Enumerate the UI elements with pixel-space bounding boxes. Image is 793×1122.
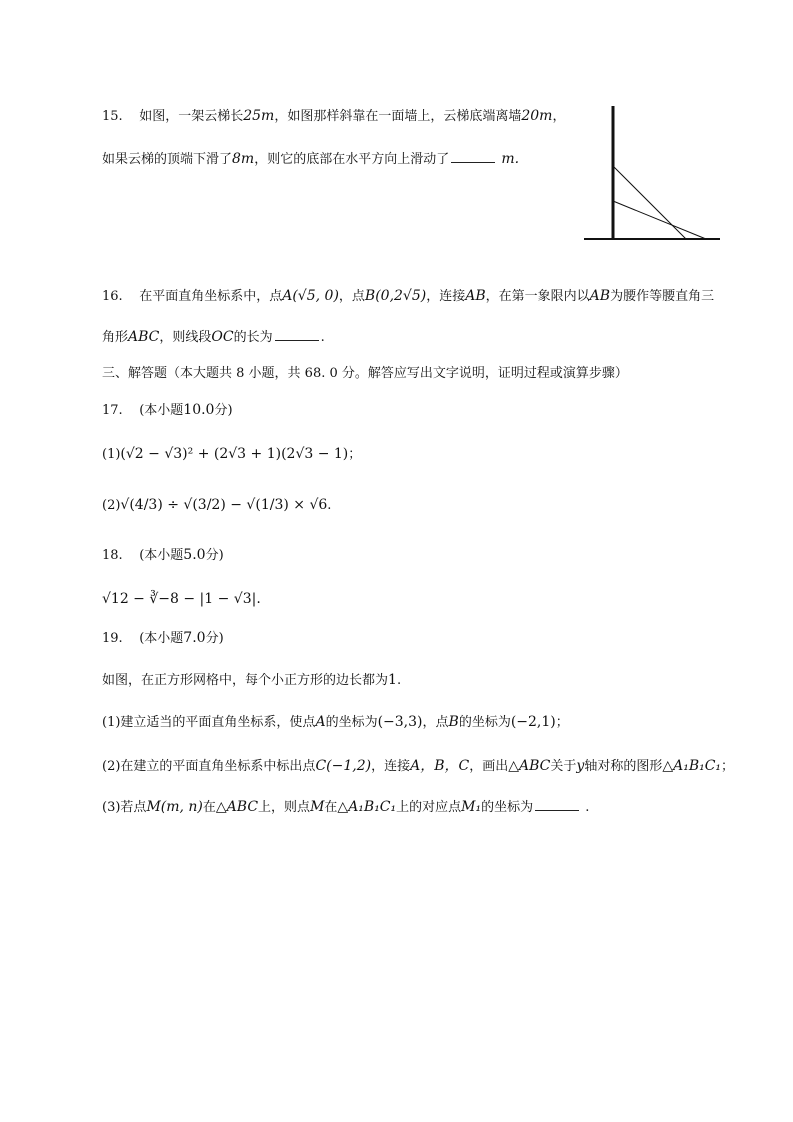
q16-ab-2: AB xyxy=(589,288,611,304)
q19-p1-b-coord: (−2,1) xyxy=(510,714,556,730)
q17-header xyxy=(102,400,233,421)
q15-number: 15. xyxy=(102,109,123,124)
q19-intro xyxy=(102,670,401,691)
q19-p3-text-g: . xyxy=(585,800,590,815)
q19-p3-point-m1: M₁ xyxy=(461,799,482,815)
q17-p1-expression: (√2 − √3)² + (2√3 + 1)(2√3 − 1) xyxy=(120,446,349,462)
q15-text-2: ，如图那样斜靠在一面墙上，云梯底端离墙 xyxy=(274,109,522,124)
q19-answer-blank[interactable] xyxy=(535,800,579,811)
q15-text-5: ，则它的底部在水平方向上滑动了 xyxy=(254,152,450,167)
ladder-figure xyxy=(582,104,722,244)
q19-p2-triangle-1: △A₁B₁C₁ xyxy=(662,758,722,774)
q16-oc: OC xyxy=(211,329,234,345)
q19-p3-point-m2: M xyxy=(310,799,325,815)
q16-line-1 xyxy=(102,286,714,307)
q16-text-8: 的长为 xyxy=(233,330,273,345)
q19-p2-points: A，B，C xyxy=(410,758,470,774)
q16-point-a: A(√5, 0) xyxy=(282,288,339,304)
q19-p3-label: (3) xyxy=(102,800,121,815)
q15-distance: 20m xyxy=(521,108,553,124)
q17-p1-label: (1) xyxy=(102,447,121,462)
q19-p1-text-e: ； xyxy=(555,715,569,730)
q19-header xyxy=(102,628,224,649)
q18-score-label: (本小题 xyxy=(139,548,184,563)
q19-p2-triangle: △ABC xyxy=(508,758,551,774)
q15-unit: m. xyxy=(501,151,520,167)
q19-p3-text-c: 上，则点 xyxy=(258,800,311,815)
q15-text-4: 如果云梯的顶端下滑了 xyxy=(102,152,233,167)
q19-p2-text-a: 在建立的平面直角坐标系中标出点 xyxy=(120,759,316,774)
q19-p1-text-a: 建立适当的平面直角坐标系，使点 xyxy=(120,715,316,730)
q16-text-9: . xyxy=(320,330,325,345)
q19-p2-text-c: ，画出 xyxy=(469,759,509,774)
q19-p3-triangle-1: △A₁B₁C₁ xyxy=(337,799,397,815)
q15-text-1: 如图，一架云梯长 xyxy=(139,109,244,124)
q19-p3-point-m: M(m, n) xyxy=(146,799,203,815)
q18-header xyxy=(102,545,224,566)
q16-text-5: 为腰作等腰直角三 xyxy=(610,289,715,304)
q18-expr: √12 − ∛−8 − |1 − √3|. xyxy=(102,591,261,607)
q19-p2-y-axis: y xyxy=(576,758,585,774)
q18-expression xyxy=(102,589,261,610)
q17-number: 17. xyxy=(102,403,123,418)
section-3-title: 三、解答题（本大题共 8 小题，共 68. 0 分。解答应写出文字说明，证明过程或演算步骤） xyxy=(102,366,628,381)
q19-p3-text-e: 上的对应点 xyxy=(396,800,462,815)
q19-part-2 xyxy=(102,756,734,777)
q19-p3-text-f: 的坐标为 xyxy=(481,800,534,815)
q19-p2-point-c: C(−1,2) xyxy=(315,758,372,774)
q19-p3-text-d: 在 xyxy=(324,800,338,815)
q15-line-1 xyxy=(102,106,565,127)
q16-answer-blank[interactable] xyxy=(275,330,319,341)
q19-score-value: 7.0 xyxy=(183,630,206,646)
q17-part-1 xyxy=(102,444,361,465)
q16-text-6: 角形 xyxy=(102,330,129,345)
q19-p1-label: (1) xyxy=(102,715,121,730)
q19-part-3 xyxy=(102,797,589,818)
q17-part-2 xyxy=(102,495,331,516)
q19-p3-text-b: 在 xyxy=(202,800,216,815)
q19-intro-dot: . xyxy=(396,673,402,688)
q19-p2-label: (2) xyxy=(102,759,121,774)
q17-score-value: 10.0 xyxy=(183,402,215,418)
q19-p1-point-b: B xyxy=(448,714,459,730)
q19-p2-text-f: ； xyxy=(721,759,735,774)
q17-p2-expression: √(4/3) ÷ √(3/2) − √(1/3) × √6 xyxy=(120,497,328,513)
q17-score-end: 分) xyxy=(214,403,233,418)
q16-text-1: 在平面直角坐标系中，点 xyxy=(139,289,283,304)
q19-part-1 xyxy=(102,712,569,733)
q16-text-2: ，点 xyxy=(338,289,365,304)
q16-text-7: ，则线段 xyxy=(159,330,212,345)
q18-number: 18. xyxy=(102,548,123,563)
q15-ladder-length: 25m xyxy=(243,108,275,124)
q17-p2-label: (2) xyxy=(102,498,121,513)
q15-text-3: ， xyxy=(552,109,566,124)
q19-p1-text-b: 的坐标为 xyxy=(325,715,378,730)
q18-score-end: 分) xyxy=(205,548,224,563)
q19-p1-a-coord: (−3,3) xyxy=(377,714,423,730)
q19-p1-point-a: A xyxy=(315,714,326,730)
q19-p3-text-a: 若点 xyxy=(120,800,147,815)
q17-p1-end: ； xyxy=(348,447,362,462)
ladder-after xyxy=(613,201,706,239)
q16-line-2 xyxy=(102,327,325,348)
q19-intro-text: 如图，在正方形网格中，每个小正方形的边长都为 xyxy=(102,673,389,688)
q19-p1-text-c: ，点 xyxy=(422,715,449,730)
q17-score-label: (本小题 xyxy=(139,403,184,418)
q19-score-end: 分) xyxy=(205,631,224,646)
q16-ab-1: AB xyxy=(465,288,486,304)
q16-point-b: B(0,2√5) xyxy=(364,288,427,304)
q18-score-value: 5.0 xyxy=(183,547,206,563)
q15-line-2 xyxy=(102,149,519,170)
q19-number: 19. xyxy=(102,631,123,646)
q19-p2-text-e: 轴对称的图形 xyxy=(584,759,663,774)
q19-p3-triangle: △ABC xyxy=(215,799,259,815)
q19-side-length: 1 xyxy=(388,672,397,688)
q15-slide: 8m xyxy=(232,151,255,167)
q19-p2-text-b: ，连接 xyxy=(371,759,411,774)
q16-text-3: ，连接 xyxy=(426,289,466,304)
q16-triangle: ABC xyxy=(128,329,160,345)
q19-score-label: (本小题 xyxy=(139,631,184,646)
q17-p2-end: . xyxy=(327,498,332,513)
q16-text-4: ，在第一象限内以 xyxy=(485,289,590,304)
ladder-before xyxy=(613,166,686,239)
q15-answer-blank[interactable] xyxy=(451,152,495,163)
q19-p1-text-d: 的坐标为 xyxy=(458,715,511,730)
q16-number: 16. xyxy=(102,289,123,304)
q19-p2-text-d: 关于 xyxy=(550,759,577,774)
